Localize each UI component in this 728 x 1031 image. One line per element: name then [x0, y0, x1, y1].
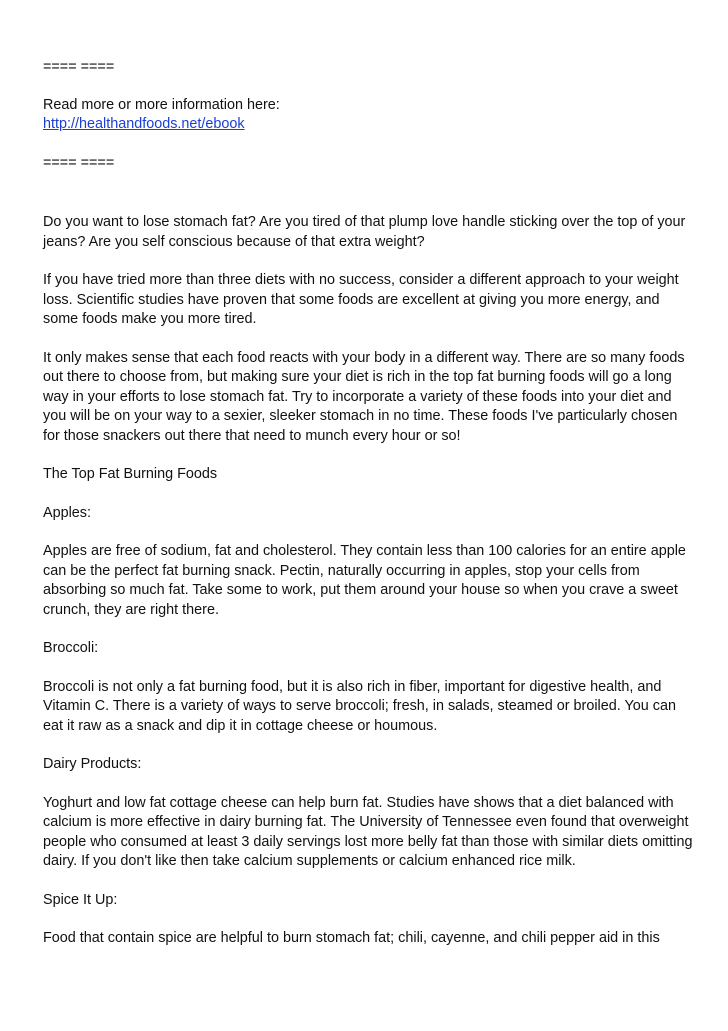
dairy-paragraph: Yoghurt and low fat cottage cheese can help burn fat. Studies have shows that a diet balanced with calcium is more effective in dairy burning fat. The University of Tennessee even found that overweight people who consumed at least 3 daily servings lost more belly fat than those with similar diets omitting dairy. If you don't like then take calcium supplements or calcium enhanced rice milk.: [43, 794, 693, 869]
section-heading: The Top Fat Burning Foods: [43, 466, 218, 482]
apples-heading: Apples:: [43, 504, 91, 521]
dairy-heading: Dairy Products:: [43, 756, 142, 772]
broccoli-paragraph: Broccoli is not only a fat burning food, but it is also rich in fiber, important for digestive health, and Vitamin C. There is a variety of ways to serve broccoli; fresh, in salads, steamed or broiled. You can eat it raw as a snack and dip it in cottage cheese or houmous.: [43, 678, 676, 734]
foods-paragraph: It only makes sense that each food reacts with your body in a different way. There are so many foods out there to choose from, but making sure your diet is rich in the top fat burning foods will go a long way in your efforts to lose stomach fat. Try to incorporate a variety of these foods into your diet and you will be on your way to a sexier, sleeker stomach in no time. These foods I've particularly chosen for those snackers out there that need to munch every hour or so!: [43, 349, 685, 444]
apples-paragraph: Apples are free of sodium, fat and cholesterol. They contain less than 100 calories for an entire apple can be the perfect fat burning snack. Pectin, naturally occurring in apples, stop your cells from absorbing so much fat. Take some to work, put them around your house so when you crave a sweet crunch, they are right there.: [43, 543, 686, 618]
separator-top: ==== ====: [43, 59, 115, 75]
broccoli-heading: Broccoli:: [43, 640, 99, 656]
approach-paragraph: If you have tried more than three diets with no success, consider a different approach to your weight loss. Scientific studies have proven that some foods are excellent at giving you more energy, and some foods make you more tired.: [43, 272, 679, 327]
read-more-label: Read more or more information here:: [43, 96, 280, 113]
document-page: [43, 58, 693, 949]
spice-heading: Spice It Up:: [43, 891, 118, 908]
separator-bottom: ==== ====: [43, 154, 115, 171]
spice-paragraph: Food that contain spice are helpful to burn stomach fat; chili, cayenne, and chili pepper aid in this: [43, 930, 660, 946]
ebook-link[interactable]: http://healthandfoods.net/ebook: [43, 116, 245, 132]
intro-paragraph: Do you want to lose stomach fat? Are you tired of that plump love handle sticking over the top of your jeans? Are you self conscious because of that extra weight?: [43, 214, 686, 250]
link-line: [43, 115, 693, 135]
